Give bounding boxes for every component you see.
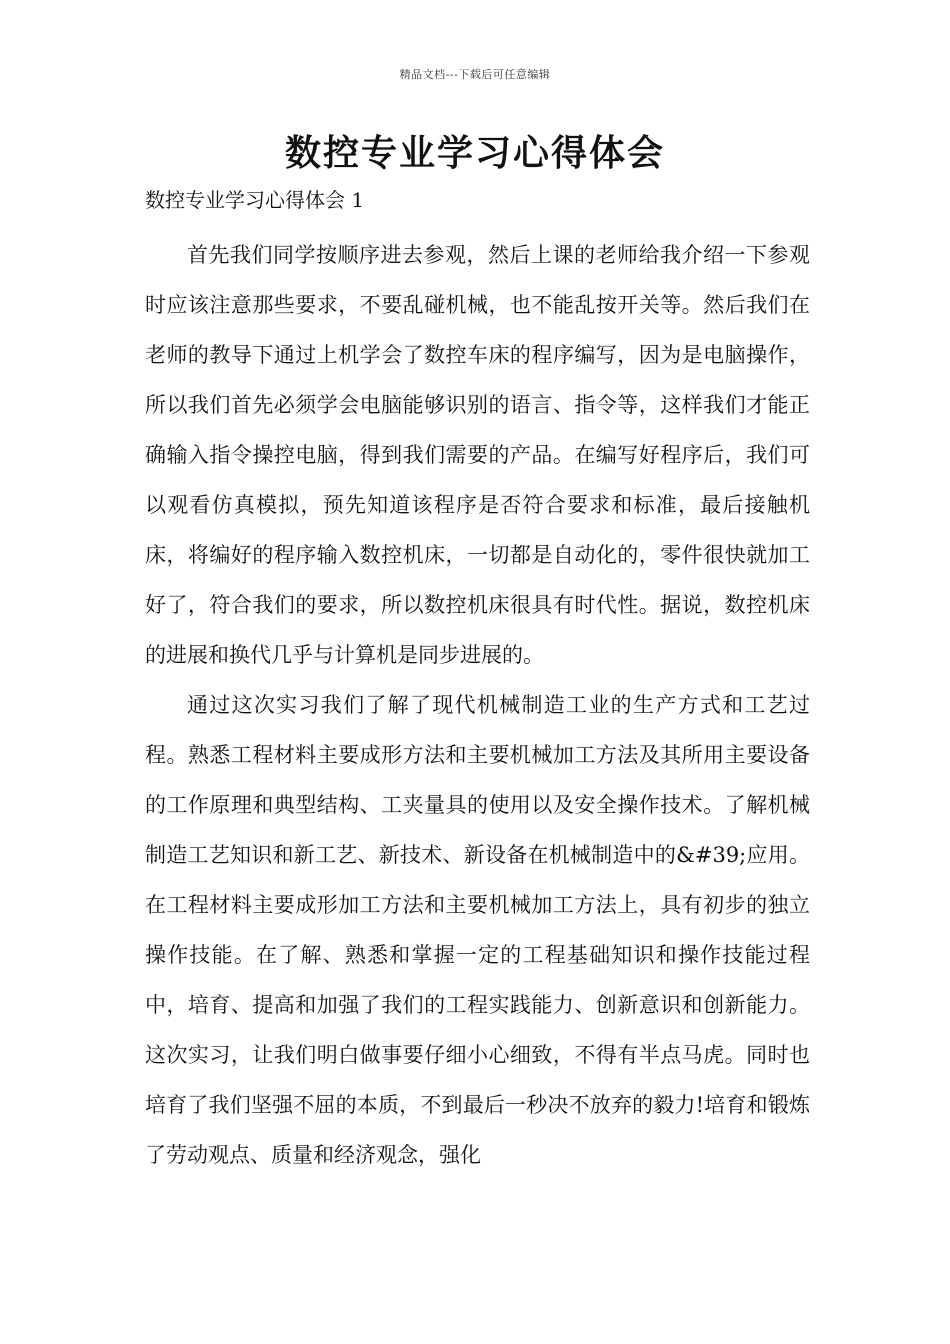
body-text	[145, 230, 810, 1180]
header-note: 精品文档---下载后可任意编辑	[399, 68, 551, 81]
section-heading: 数控专业学习心得体会 1	[145, 188, 365, 212]
paragraph-1: 首先我们同学按顺序进去参观，然后上课的老师给我介绍一下参观时应该注意那些要求，不要乱碰机械，也不能乱按开关等。然后我们在老师的教导下通过上机学会了数控车床的程序编写，因为是电脑操作，所以我们首先必须学会电脑能够识别的语言、指令等，这样我们才能正确输入指令操控电脑，得到我们需要的产品。在编写好程序后，我们可以观看仿真模拟，预先知道该程序是否符合要求和标准，最后接触机床，将编好的程序输入数控机床，一切都是自动化的，零件很快就加工好了，符合我们的要求，所以数控机床很具有时代性。据说，数控机床的进展和换代几乎与计算机是同步进展的。	[145, 243, 810, 667]
document-title: 数控专业学习心得体会	[284, 132, 665, 174]
paragraph-2: 通过这次实习我们了解了现代机械制造工业的生产方式和工艺过程。熟悉工程材料主要成形方法和主要机械加工方法及其所用主要设备的工作原理和典型结构、工夹量具的使用以及安全操作技术。了解机械制造工艺知识和新工艺、新技术、新设备在机械制造中的&#39;应用。在工程材料主要成形加工方法和主要机械加工方法上，具有初步的独立操作技能。在了解、熟悉和掌握一定的工程基础知识和操作技能过程中，培育、提高和加强了我们的工程实践能力、创新意识和创新能力。这次实习，让我们明白做事要仔细小心细致，不得有半点马虎。同时也培育了我们坚强不屈的本质，不到最后一秒决不放弃的毅力!培育和锻炼了劳动观点、质量和经济观念，强化	[145, 693, 810, 1167]
